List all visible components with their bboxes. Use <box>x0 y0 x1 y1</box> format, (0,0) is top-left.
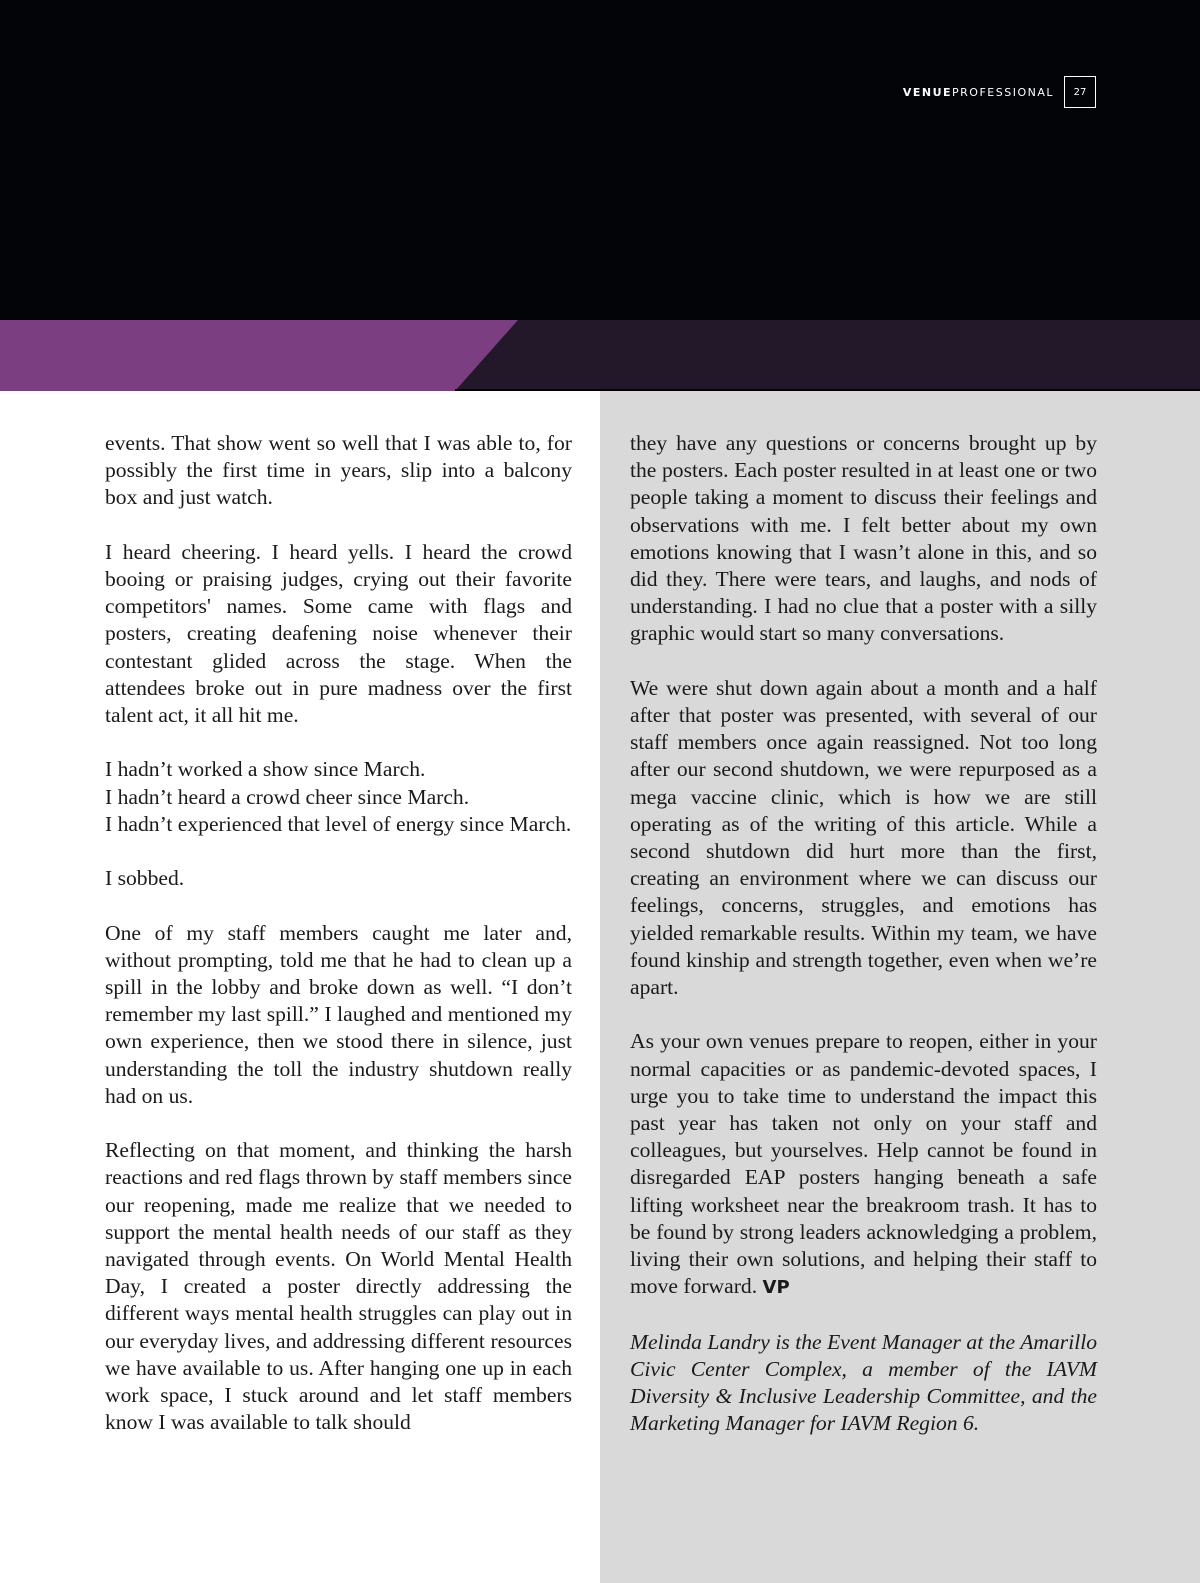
band-purple-wedge <box>0 320 518 391</box>
decorative-band <box>0 320 1200 391</box>
magazine-name-bold: VENUE <box>902 85 953 99</box>
header-banner <box>0 0 1200 320</box>
paragraph-lines <box>105 756 572 838</box>
paragraph: I heard cheering. I heard yells. I heard the crowd booing or praising judges, crying out their favorite competitors' names. Some came with flags and posters, creating deafening noise whenever their contestant glided across the stage. When the attendees broke out in pure madness over the first talent act, it all hit me. <box>105 539 572 728</box>
magazine-name-rest: PROFESSIONAL <box>952 85 1054 99</box>
paragraph: they have any questions or concerns brought up by the posters. Each poster resulted in at least one or two people taking a moment to discuss their feelings and observations with me. I felt better about my own emotions knowing that I wasn’t alone in this, and so did they. There were tears, and laughs, and nods of understanding. I had no clue that a poster with a silly graphic would start so many conversations. <box>630 431 1097 646</box>
line: I hadn’t experienced that level of energy since March. <box>105 811 572 836</box>
line: I hadn’t worked a show since March. <box>105 757 426 782</box>
line: I hadn’t heard a crowd cheer since March. <box>105 784 470 809</box>
author-bio: Melinda Landry is the Event Manager at the Amarillo Civic Center Complex, a member of the IAVM Diversity & Inclusive Leadership Committee, and the Marketing Manager for IAVM Region 6. <box>630 1329 1097 1436</box>
paragraph: Reflecting on that moment, and thinking the harsh reactions and red flags thrown by staff members since our reopening, made me realize that we needed to support the mental health needs of our staff as they navigated through events. On World Mental Health Day, I created a poster directly addressing the different ways mental health struggles can play out in our everyday lives, and addressing different resources we have available to us. After hanging one up in each work space, I stuck around and let staff members know I was available to talk should <box>105 1138 572 1435</box>
paragraph: One of my staff members caught me later and, without prompting, told me that he had to clean up a spill in the lobby and broke down as well. “I don’t remember my last spill.” I laughed and mentioned my own experience, then we stood there in silence, just understanding the toll the industry shutdown really had on us. <box>105 920 572 1108</box>
magazine-name <box>903 86 1054 99</box>
paragraph-closing <box>630 1028 1097 1301</box>
closing-text: As your own venues prepare to reopen, either in your normal capacities or as pandemic-devoted spaces, I urge you to take time to understand the impact this past year has taken not only on your staff and colleagues, but yourselves. Help cannot be found in disregarded EAP posters hanging beneath a safe lifting worksheet near the breakroom trash. It has to be found by strong leaders acknowledging a problem, living their own solutions, and helping their staff to move forward. <box>630 1029 1097 1299</box>
paragraph: I sobbed. <box>105 866 185 891</box>
right-column <box>630 430 1097 1437</box>
masthead <box>903 76 1096 108</box>
end-mark: VP <box>762 1277 790 1299</box>
page-number: 27 <box>1064 76 1096 108</box>
left-column <box>105 430 572 1436</box>
paragraph: We were shut down again about a month and a half after that poster was presented, with several of our staff members once again reassigned. Not too long after our second shutdown, we were repurposed as a mega vaccine clinic, which is how we are still operating as of the writing of this article. While a second shutdown did hurt more than the first, creating an environment where we can discuss our feelings, concerns, struggles, and emotions has yielded remarkable results. Within my team, we have found kinship and strength together, even when we’re apart. <box>630 675 1097 1000</box>
paragraph: events. That show went so well that I was able to, for possibly the first time in years, slip into a balcony box and just watch. <box>105 431 572 510</box>
